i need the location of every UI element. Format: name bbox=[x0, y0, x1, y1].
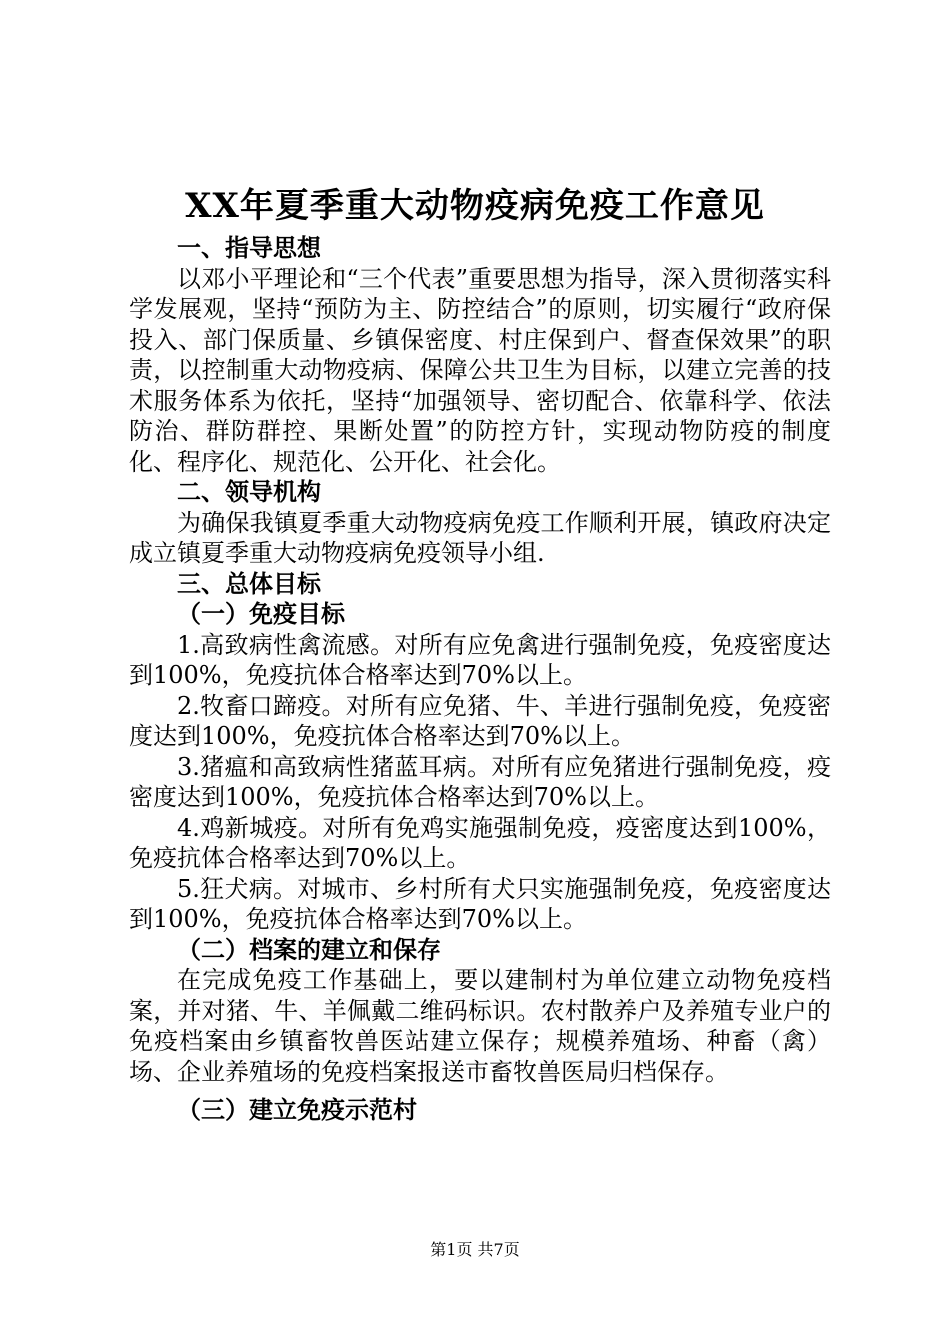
document-body bbox=[129, 233, 831, 1126]
list-item-swine-fever: 3.猪瘟和高致病性猪蓝耳病。对所有应免猪进行强制免疫，疫密度达到100%，免疫抗体合格率达到70%以上。 bbox=[129, 752, 831, 811]
subsection-heading-immunization-goals: （一）免疫目标 bbox=[177, 600, 345, 628]
paragraph-guiding-ideology: 以邓小平理论和“三个代表”重要思想为指导，深入贯彻落实科学发展观，坚持“预防为主、防控结合”的原则，切实履行“政府保投入、部门保质量、乡镇保密度、村庄保到户、督查保效果”的职责，以控制重大动物疫病、保障公共卫生为目标，以建立完善的技术服务体系为依托，坚持“加强领导、密切配合、依靠科学、依法防治、群防群控、果断处置”的防控方针，实现动物防疫的制度化、程序化、规范化、公开化、社会化。 bbox=[129, 264, 831, 476]
paragraph-leadership: 为确保我镇夏季重大动物疫病免疫工作顺利开展，镇政府决定成立镇夏季重大动物疫病免疫领导小组. bbox=[129, 508, 831, 567]
section-heading-guiding-ideology: 一、指导思想 bbox=[177, 234, 321, 262]
subsection-heading-demo-village: （三）建立免疫示范村 bbox=[177, 1096, 417, 1124]
page-footer: 第1页 共7页 bbox=[430, 1240, 520, 1259]
document-title: XX年夏季重大动物疫病免疫工作意见 bbox=[185, 186, 765, 226]
list-item-rabies: 5.狂犬病。对城市、乡村所有犬只实施强制免疫，免疫密度达到100%，免疫抗体合格率达到70%以上。 bbox=[129, 874, 831, 933]
section-heading-overall-goals: 三、总体目标 bbox=[177, 569, 321, 598]
paragraph-records: 在完成免疫工作基础上，要以建制村为单位建立动物免疫档案，并对猪、牛、羊佩戴二维码标识。农村散养户及养殖专业户的免疫档案由乡镇畜牧兽医站建立保存；规模养殖场、种畜（禽）场、企业养殖场的免疫档案报送市畜牧兽医局归档保存。 bbox=[129, 966, 831, 1086]
section-heading-leadership: 二、领导机构 bbox=[177, 478, 321, 506]
list-item-foot-and-mouth: 2.牧畜口蹄疫。对所有应免猪、牛、羊进行强制免疫，免疫密度达到100%，免疫抗体合格率达到70%以上。 bbox=[129, 691, 831, 750]
list-item-avian-influenza: 1.高致病性禽流感。对所有应免禽进行强制免疫，免疫密度达到100%，免疫抗体合格率达到70%以上。 bbox=[129, 630, 831, 689]
list-item-newcastle: 4.鸡新城疫。对所有免鸡实施强制免疫，疫密度达到100%，免疫抗体合格率达到70%以上。 bbox=[129, 813, 831, 872]
subsection-heading-records: （二）档案的建立和保存 bbox=[177, 935, 441, 964]
